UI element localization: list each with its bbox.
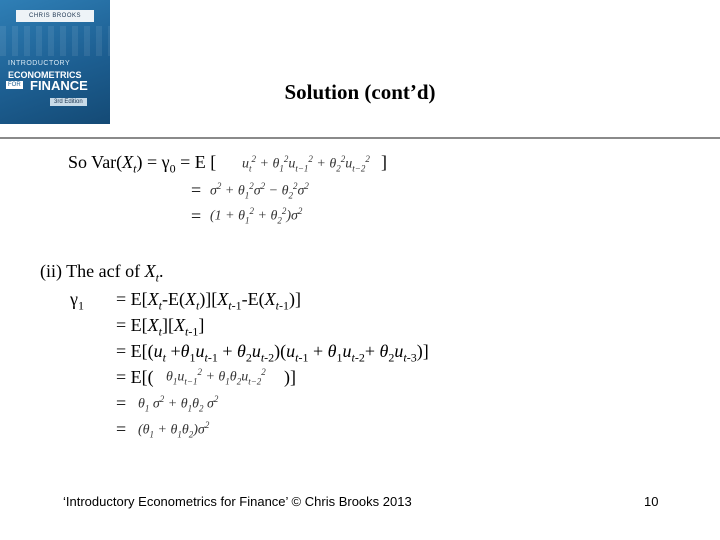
- cover-author: CHRIS BROOKS: [16, 10, 94, 22]
- variance-close: ]: [381, 152, 387, 172]
- part-ii-heading: (ii) The acf of $X_t$.: [40, 261, 164, 285]
- acf-step-6-sign: =: [116, 419, 127, 439]
- acf-step-3: = $E[(u_t +\theta_1u_{t-1} + \theta_2u_{t-2})(u_{t-1} + \theta_1u_{t-2}+ \theta_2u_{t-3})]$: [116, 341, 429, 365]
- acf-step-2: = $E[X_t][X_{t-1}]$: [116, 315, 205, 339]
- acf-step-4-close: )]: [284, 367, 296, 387]
- acf-step-4-expression: $\theta_1u_{t-1}^2 + \theta_1\theta_2u_{t-2}^2$: [166, 367, 266, 387]
- page-number: 10: [644, 494, 659, 509]
- variance-expression: $u_t^2 + \theta_1^2u_{t-1}^2 + \theta_2^2u_{t-2}^2$: [242, 154, 370, 174]
- cover-pattern: [0, 26, 110, 56]
- variance-eq2-expression: $\sigma^2 + \theta_1^2\sigma^2 - \theta_2^2\sigma^2$: [210, 181, 309, 201]
- variance-eq2-sign: =: [191, 180, 202, 200]
- acf-step-1: = $E[X_t-E(X_t)][X_{t-1}-E(X_{t-1})]$: [116, 289, 301, 313]
- acf-step-6-expression: $(\theta_1 + \theta_1\theta_2)\sigma^2$: [138, 420, 210, 440]
- footer-text: ‘Introductory Econometrics for Finance’ © Chris Brooks 2013: [63, 494, 412, 509]
- cover-edition: 3rd Edition: [50, 98, 87, 106]
- gamma1-label: $\gamma_1$: [70, 289, 84, 313]
- slide-title: Solution (cont’d): [284, 80, 436, 104]
- book-cover: [0, 0, 110, 124]
- variance-eq3-sign: =: [191, 206, 202, 226]
- cover-title-line4: FINANCE: [30, 78, 88, 93]
- variance-label: So $Var(X_t) = \gamma_0 = E$ [: [68, 152, 217, 176]
- title-divider: [0, 137, 720, 139]
- cover-title-line3: FOR: [8, 82, 21, 88]
- acf-step-5-sign: =: [116, 393, 127, 413]
- acf-step-4-open: = E[(: [116, 367, 154, 387]
- variance-eq3-expression: $(1 + \theta_1^2 + \theta_2^2)\sigma^2$: [210, 206, 303, 226]
- acf-step-5-expression: $\theta_1$ $\sigma^2 + \theta_1\theta_2$ $\sigma^2$: [138, 394, 219, 414]
- cover-title-line2: ECONOMETRICS: [8, 70, 82, 80]
- cover-title-line1: INTRODUCTORY: [8, 60, 71, 67]
